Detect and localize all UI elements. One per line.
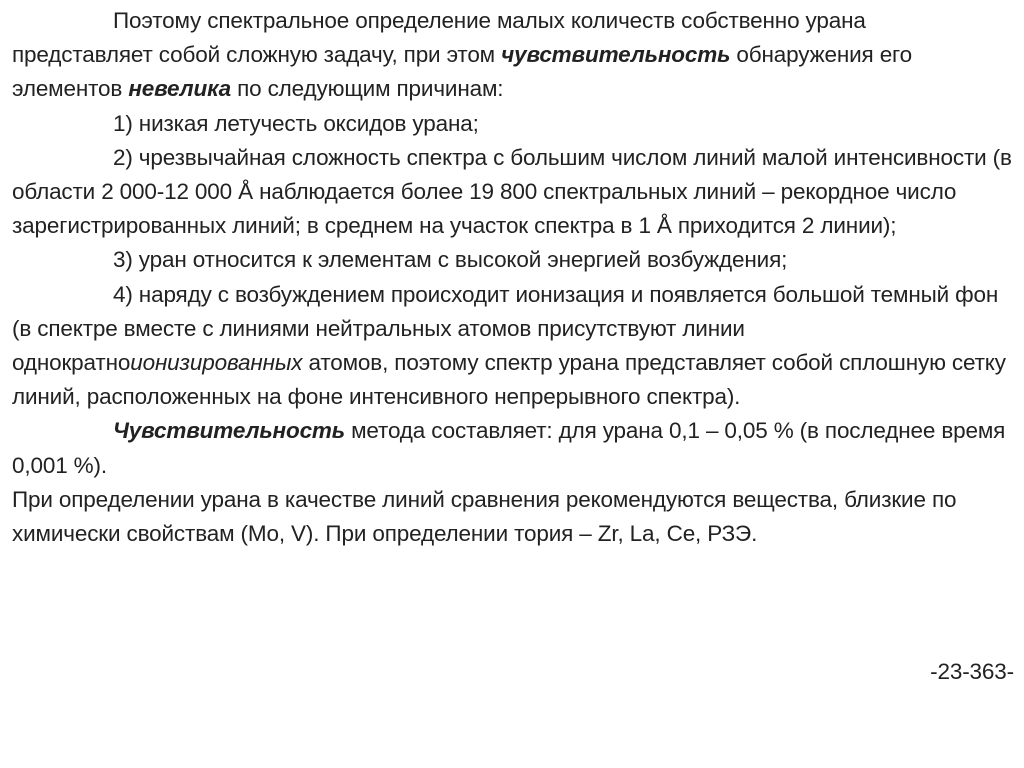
text-run: метода составляет: для урана 0,1 – 0,05 % (в последнее время 0,001 %). [12,418,1006,478]
paragraph-intro [12,4,1012,107]
list-item-4 [12,278,1012,415]
text-run: обнаружения его элементов [12,42,912,102]
list-item-2: 2) чрезвычайная сложность спектра с большим числом линий малой интенсивности (в области 2 000-12 000 Å наблюдается более 19 800 спектральных линий – рекордное число зарегистрированных линий; в среднем на участок спектра в 1 Å приходится 2 линии); [12,144,1012,239]
paragraph-comparison-lines: При определении урана в качестве линий сравнения рекомендуются вещества, близкие по химически свойствам (Mo, V). При определении тория – Zr, La, Ce, РЗЭ. [12,486,957,547]
paragraph-sensitivity [12,414,1012,482]
emphasis-small: невелика [128,76,231,102]
text-run: Поэтому спектральное определение малых количеств собственно урана представляет собой сложную задачу, при этом [12,8,866,68]
text-run: атомов, поэтому спектр урана представляет собой сплошную сетку линий, расположенных на фоне интенсивного непрерывного спектра). [12,350,1006,410]
emphasis-sensitivity: чувствительность [501,42,731,68]
text-run: по следующим причинам: [230,76,504,102]
list-item-3: 3) уран относится к элементам с высокой энергией возбуждения; [113,247,788,273]
list-item-1: 1) низкая летучесть оксидов урана; [113,110,479,136]
emphasis-ionized: ионизированных [130,350,303,376]
text-run: 4) наряду с возбуждением происходит ионизация и появляется большой темный фон (в спектре вместе с линиями нейтральных атомов присутствуют линии однократно [12,281,999,376]
page-number: -23-363- [930,659,1014,684]
emphasis-sensitivity-heading: Чувствительность [113,418,345,444]
